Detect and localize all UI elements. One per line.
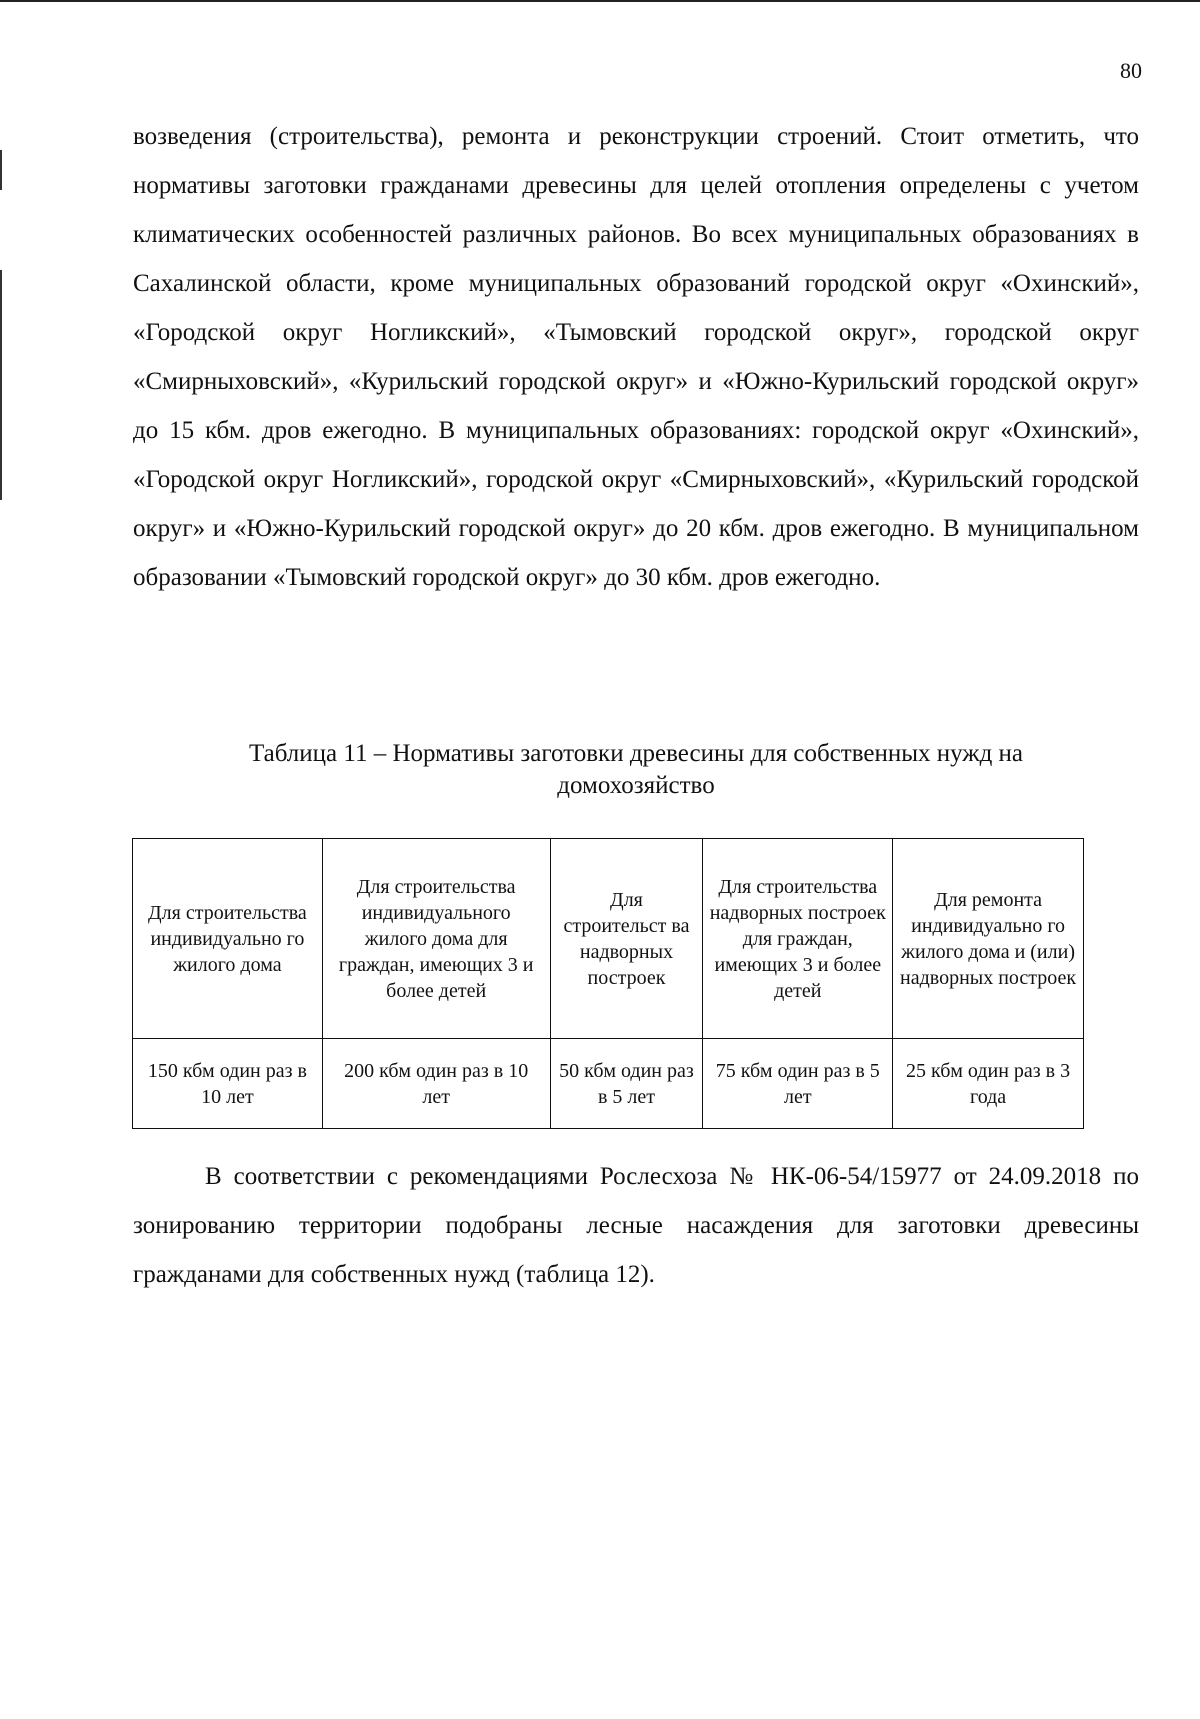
norms-table — [132, 838, 1084, 1129]
page-number: 80 — [1120, 58, 1142, 83]
top-border-line — [0, 0, 1200, 2]
table-cell: 150 кбм один раз в 10 лет — [133, 1039, 323, 1129]
table-header-cell: Для строительства индивидуально го жилого дома — [133, 839, 323, 1039]
scan-edge-mark — [0, 270, 2, 500]
table-header-cell: Для ремонта индивидуально го жилого дома и (или) надворных построек — [893, 839, 1084, 1039]
body-paragraph: В соответствии с рекомендациями Рослесхоза № НК-06-54/15977 от 24.09.2018 по зонированию территории подобраны лесные насаждения для заготовки древесины гражданами для собственных нужд (таблица 12). — [133, 1163, 1139, 1288]
table-header-cell: Для строительства надворных построек для граждан, имеющих 3 и более детей — [703, 839, 893, 1039]
body-paragraph: возведения (строительства), ремонта и реконструкции строений. Стоит отметить, что нормативы заготовки гражданами древесины для целей отопления определены с учетом климатических особенностей различных районов. Во всех муниципальных образованиях в Сахалинской области, кроме муниципальных образований городской округ «Охинский», «Городской округ Ногликский», «Тымовский городской округ», городской округ «Смирныховский», «Курильский городской округ» и «Южно-Курильский городской округ» до 15 кбм. дров ежегодно. В муниципальных образованиях: городской округ «Охинский», «Городской округ Ногликский», городской округ «Смирныховский», «Курильский городской округ» и «Южно-Курильский городской округ» до 20 кбм. дров ежегодно. В муниципальном образовании «Тымовский городской округ» до 30 кбм. дров ежегодно. — [133, 123, 1139, 591]
table-cell: 25 кбм один раз в 3 года — [893, 1039, 1084, 1129]
table-header-row — [133, 839, 1084, 1039]
table-header-cell: Для строительства индивидуального жилого дома для граждан, имеющих 3 и более детей — [322, 839, 550, 1039]
table-row — [133, 1039, 1084, 1129]
scan-edge-mark — [0, 150, 2, 190]
table-caption-line: домохозяйство — [557, 772, 715, 799]
table-caption-line: Таблица 11 – Нормативы заготовки древесины для собственных нужд на — [248, 740, 1024, 767]
table-cell: 50 кбм один раз в 5 лет — [550, 1039, 703, 1129]
table-caption — [133, 738, 1139, 802]
table-header-cell: Для строительст ва надворных построек — [550, 839, 703, 1039]
table-cell: 200 кбм один раз в 10 лет — [322, 1039, 550, 1129]
table-cell: 75 кбм один раз в 5 лет — [703, 1039, 893, 1129]
